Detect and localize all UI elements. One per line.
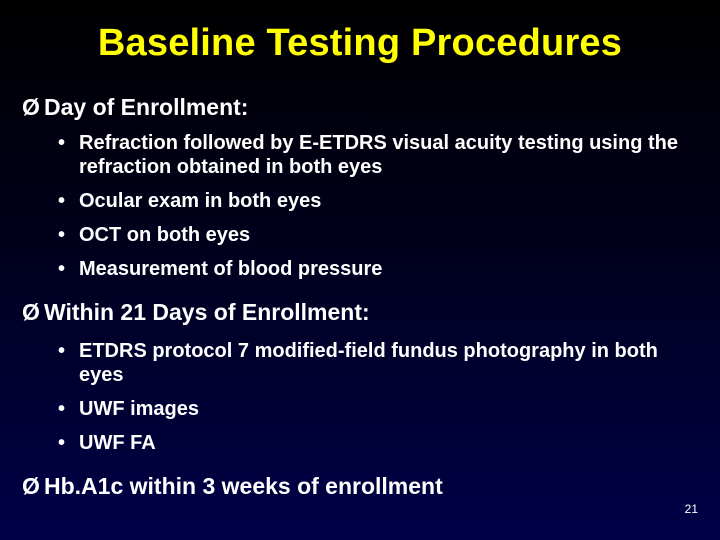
bullet-dot-icon: • [58,432,66,454]
section-heading-text: Within 21 Days of Enrollment: [44,299,370,325]
bullet-dot-icon: • [58,340,66,362]
section-heading-within-21-days [22,298,370,326]
bullet-text: UWF FA [79,432,156,454]
section-heading-hba1c [22,472,443,500]
list-item [58,397,698,421]
arrow-bullet-icon: Ø [22,473,40,499]
bullet-text: Refraction followed by E-ETDRS visual acuity testing using the refraction obtained in both eyes [79,132,678,178]
bullet-dot-icon: • [58,258,66,280]
bullet-text: OCT on both eyes [79,224,251,246]
section-heading-text: Hb.A1c within 3 weeks of enrollment [44,473,443,499]
section-heading-text: Day of Enrollment: [44,94,249,120]
bullet-list-within-21-days [58,339,698,465]
bullet-dot-icon: • [58,190,66,212]
bullet-dot-icon: • [58,132,66,154]
arrow-bullet-icon: Ø [22,299,40,325]
bullet-text: Measurement of blood pressure [79,258,383,280]
bullet-text: Ocular exam in both eyes [79,190,322,212]
bullet-text: UWF images [79,398,200,420]
list-item [58,339,698,387]
list-item [58,131,698,179]
page-number: 21 [684,502,698,516]
bullet-list-day-of-enrollment [58,131,698,291]
list-item [58,189,698,213]
slide-title: Baseline Testing Procedures [97,22,623,64]
list-item [58,223,698,247]
arrow-bullet-icon: Ø [22,94,40,120]
list-item [58,257,698,281]
section-heading-day-of-enrollment [22,93,248,121]
list-item [58,431,698,455]
bullet-text: ETDRS protocol 7 modified-field fundus photography in both eyes [79,340,658,386]
bullet-dot-icon: • [58,398,66,420]
bullet-dot-icon: • [58,224,66,246]
